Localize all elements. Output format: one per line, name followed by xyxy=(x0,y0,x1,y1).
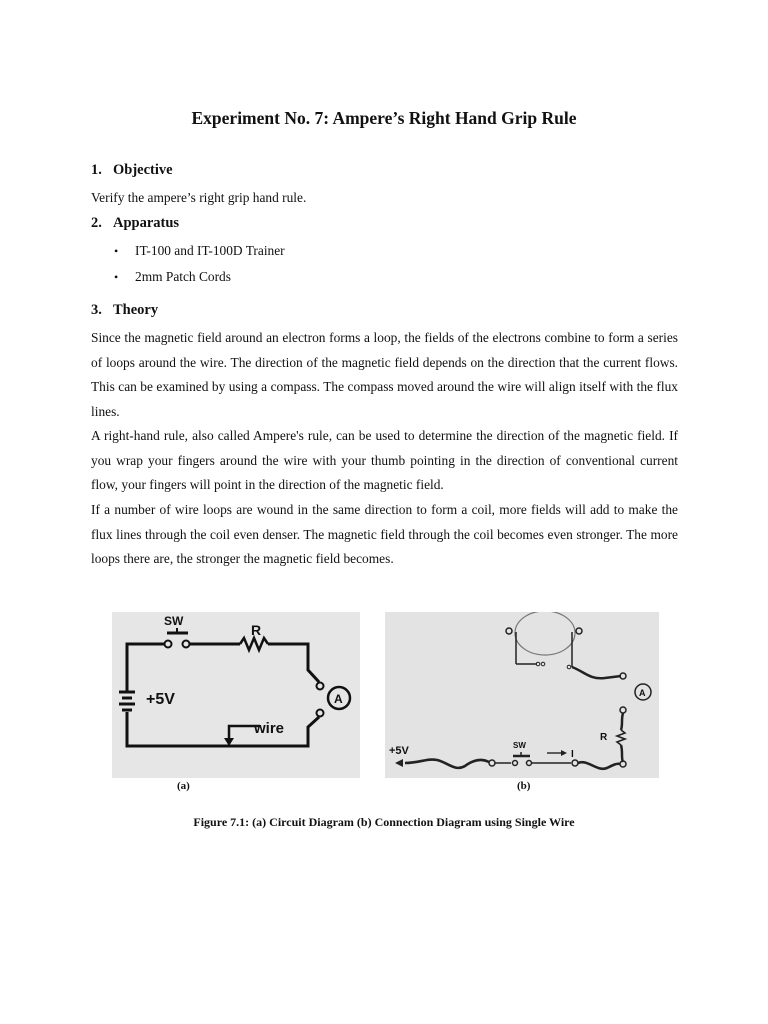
circuit-label-wire: wire xyxy=(254,720,285,737)
circuit-label-voltage: +5V xyxy=(146,691,175,708)
circuit-label-resistor: R xyxy=(251,622,262,638)
circuit-diagram xyxy=(112,612,360,778)
arrow-left-icon xyxy=(395,759,403,767)
connection-diagram xyxy=(385,612,659,778)
circuit-diagram-svg xyxy=(112,612,360,778)
apparatus-item xyxy=(114,269,231,285)
connection-label-voltage: +5V xyxy=(389,745,409,757)
objective-text: Verify the ampere’s right grip hand rule. xyxy=(91,190,307,205)
theory-paragraph: If a number of wire loops are wound in the same direction to form a coil, more fields will add to make the flux lines through the coil even denser. The magnetic field through the coil becomes even stronger. The more loops there are, the stronger the magnetic field becomes. xyxy=(91,502,678,566)
section-number: 2. xyxy=(91,215,102,231)
section-heading-objective xyxy=(91,162,173,179)
circuit-label-ammeter: A xyxy=(334,692,343,706)
apparatus-item xyxy=(114,243,285,259)
connection-label-switch: SW xyxy=(513,741,526,750)
theory-paragraph: Since the magnetic field around an electron forms a loop, the fields of the electrons combine to form a series of loops around the wire. The direction of the magnetic field depends on the direction that the current flows. This can be examined by using a compass. The compass moved around the wire will align itself with the flux lines. xyxy=(91,330,678,419)
connection-label-resistor: R xyxy=(600,732,608,743)
section-title: Apparatus xyxy=(113,215,180,231)
section-number: 3. xyxy=(91,302,102,318)
connection-diagram-svg xyxy=(385,612,659,778)
connection-label-ammeter: A xyxy=(639,688,646,698)
arrow-right-icon xyxy=(561,750,567,756)
apparatus-item-text: 2mm Patch Cords xyxy=(135,269,231,284)
figure-caption: Figure 7.1: (a) Circuit Diagram (b) Connection Diagram using Single Wire xyxy=(193,815,575,829)
bullet-icon: • xyxy=(114,244,119,258)
section-title: Theory xyxy=(113,302,159,318)
theory-paragraph: A right-hand rule, also called Ampere's rule, can be used to determine the direction of the magnetic field. If you wrap your fingers around the wire with your thumb pointing in the direction of conventional current flow, your fingers will point in the direction of the magnetic field. xyxy=(91,428,678,492)
bullet-icon: • xyxy=(114,270,119,284)
section-heading-apparatus xyxy=(91,215,179,232)
figure-label-b: (b) xyxy=(517,780,531,792)
connection-label-current: I xyxy=(571,749,574,760)
section-title: Objective xyxy=(113,162,173,178)
figure-label-a: (a) xyxy=(177,780,190,792)
section-heading-theory xyxy=(91,302,158,319)
section-number: 1. xyxy=(91,162,102,178)
circuit-label-switch: SW xyxy=(164,614,184,628)
apparatus-item-text: IT-100 and IT-100D Trainer xyxy=(135,243,285,258)
page-title: Experiment No. 7: Ampere’s Right Hand Grip Rule xyxy=(191,108,577,128)
